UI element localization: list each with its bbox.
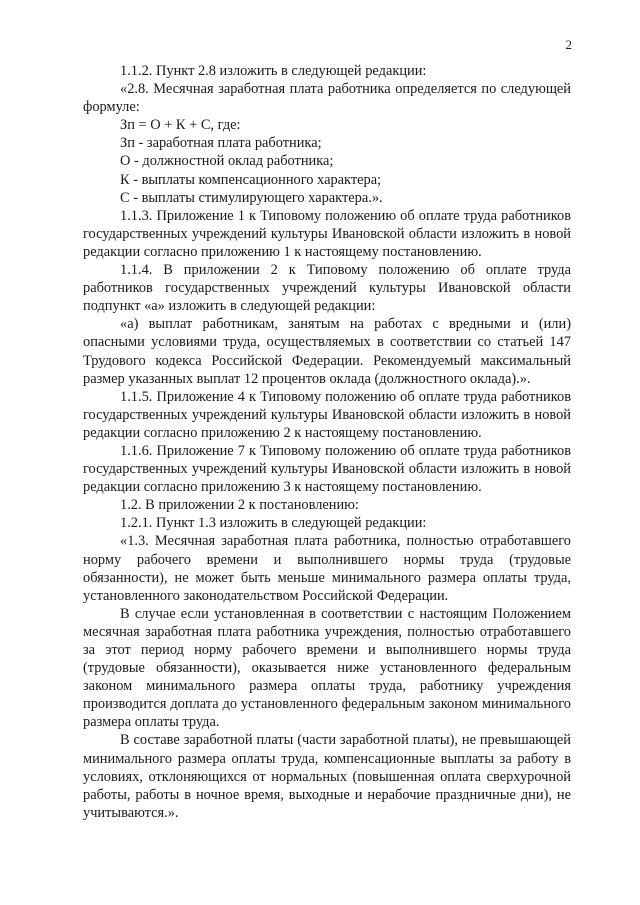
formula-line: Зп = О + К + С, где: [120, 117, 241, 134]
paragraph-compensation-exclusion: В составе заработной платы (части заработной платы), не превышающей минимального размера оплаты труда, компенсационные выплаты за работу в условиях, отклоняющихся от нормальных (повышенная оплата сверхурочной работы, работы в ночное время, выходные и нерабочие праздничные дни), не учитываются.». [83, 732, 571, 821]
formula-term-zp: Зп - заработная плата работника; [120, 135, 322, 152]
paragraph-1-1-5: 1.1.5. Приложение 4 к Типовому положению об оплате труда работников государственных учреждений культуры Ивановской области изложить в новой редакции согласно приложению 2 к настоящему постановлению. [83, 388, 571, 441]
document-body [83, 62, 571, 822]
paragraph-min-wage-supplement: В случае если установленная в соответствии с настоящим Положением месячная заработная плата работника учреждения, полностью отработавшего за этот период норму рабочего времени и выполнившего нормы труда (трудовые обязанности), оказывается ниже установленного федеральным законом минимального размера оплаты труда, работнику учреждения производится доплата до установленного федеральным законом минимального размера оплаты труда. [83, 605, 571, 731]
subparagraph-a: «а) выплат работникам, занятым на работах с вредными и (или) опасными условиями труда, осуществляемых в соответствии со статьей 147 Трудового кодекса Российской Федерации. Рекомендуемый максимальный размер указанных выплат 12 процентов оклада (должностного оклада).». [83, 316, 571, 387]
formula-term-o: О - должностной оклад работника; [120, 153, 334, 170]
paragraph-1-1-2: 1.1.2. Пункт 2.8 изложить в следующей редакции: [120, 63, 427, 79]
formula-term-s: С - выплаты стимулирующего характера.». [120, 189, 383, 206]
paragraph-1-1-6: 1.1.6. Приложение 7 к Типовому положению об оплате труда работников государственных учреждений культуры Ивановской области изложить в новой редакции согласно приложению 3 к настоящему постановлению. [83, 442, 571, 496]
paragraph-1-1-4: 1.1.4. В приложении 2 к Типовому положению об оплате труда работников государственных учреждений культуры Ивановской области подпункт «а» изложить в следующей редакции: [83, 262, 571, 315]
formula-term-k: К - выплаты компенсационного характера; [120, 171, 382, 188]
page-number: 2 [565, 37, 572, 52]
paragraph-1-2-1: 1.2.1. Пункт 1.3 изложить в следующей редакции: [120, 515, 427, 532]
paragraph-1-2: 1.2. В приложении 2 к постановлению: [120, 497, 359, 514]
paragraph-2-8: «2.8. Месячная заработная плата работника определяется по следующей формуле: [83, 81, 571, 116]
paragraph-1-3: «1.3. Месячная заработная плата работника, полностью отработавшего норму рабочего времени и выполнившего нормы труда (трудовые обязанности), не может быть меньше минимального размера оплаты труда, установленного законодательством Российской Федерации. [83, 533, 571, 604]
paragraph-1-1-3: 1.1.3. Приложение 1 к Типовому положению об оплате труда работников государственных учреждений культуры Ивановской области изложить в новой редакции согласно приложению 1 к настоящему постановлению. [83, 207, 571, 260]
